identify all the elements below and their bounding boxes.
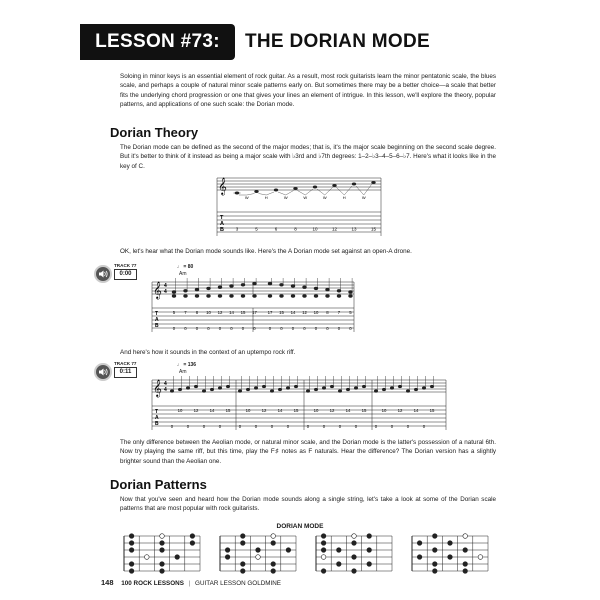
note-head (295, 385, 298, 387)
note-head (303, 286, 306, 288)
scale-dot (241, 562, 246, 567)
lesson-header (80, 24, 523, 60)
tab-number: 7 (337, 310, 341, 315)
fretboard-diagram (412, 534, 488, 574)
series-title: GUITAR LESSON GOLDMINE (195, 580, 282, 587)
scale-dot (241, 541, 246, 546)
scale-dot (271, 534, 276, 539)
note-head (268, 295, 271, 297)
track-time: 0:11 (114, 367, 137, 378)
scale-dot (337, 562, 342, 567)
scale-dot (160, 534, 165, 539)
tab-number: 14 (209, 408, 215, 413)
note-head (211, 388, 214, 390)
note-head (255, 387, 258, 389)
scale-dot (321, 541, 326, 546)
tab-number: 14 (277, 408, 283, 413)
tab-number: 0 (406, 424, 410, 429)
fretboard-diagram (316, 534, 392, 574)
note-head (363, 385, 366, 387)
lesson-title: THE DORIAN MODE (245, 31, 430, 52)
tab-number: 15 (240, 310, 246, 315)
aeolian-paragraph: The only difference between the Aeolian mode, or natural minor scale, and the Dorian mode is the latter's possession of a natural 6th. Now try playing the same riff, but this time, play the F♯ notes as F naturals. Hear the difference? The Dorian version has a slightly brighter sound than the Aeolian one. (120, 439, 496, 465)
note-head (291, 285, 294, 287)
tab-number: 0 (268, 326, 272, 331)
note-head (179, 388, 182, 390)
note-head (195, 288, 198, 290)
step-label: W (244, 195, 249, 200)
scale-dot (129, 541, 134, 546)
note-head (383, 388, 386, 390)
scale-dot (352, 534, 357, 539)
scale-dot (160, 569, 165, 574)
note-head (271, 390, 274, 392)
note-head (203, 390, 206, 392)
scale-dot (417, 555, 422, 560)
scale-dot (190, 534, 195, 539)
tab-number: 12 (329, 408, 335, 413)
svg-text:B: B (155, 323, 159, 329)
tab-number: 8 (294, 226, 297, 232)
riff-notation (150, 376, 450, 432)
scale-dot (225, 555, 230, 560)
tab-number: 0 (354, 424, 358, 429)
tab-number: 14 (413, 408, 419, 413)
svg-text:A: A (155, 317, 159, 323)
tab-number: 10 (245, 408, 251, 413)
step-label: W (322, 195, 327, 200)
note-head (184, 290, 187, 292)
note-head (423, 387, 426, 389)
scale-dot (352, 555, 357, 560)
note-head (332, 184, 336, 187)
note-head (339, 390, 342, 392)
scale-dot (256, 555, 261, 560)
note-head (171, 390, 174, 392)
note-head (314, 287, 317, 289)
note-head (172, 295, 175, 297)
note-head (431, 385, 434, 387)
tab-number: 0 (390, 424, 394, 429)
scale-dot (190, 541, 195, 546)
tab-number: 0 (238, 424, 242, 429)
tab-number: 0 (207, 326, 210, 331)
note-head (391, 387, 394, 389)
tab-number: 12 (217, 310, 223, 315)
step-label: W (361, 195, 366, 200)
tab-number: 0 (270, 424, 274, 429)
scale-dot (271, 562, 276, 567)
patterns-title: DORIAN MODE (276, 523, 324, 530)
scale-dot (160, 548, 165, 553)
note-head (263, 385, 266, 387)
scale-dot (463, 569, 468, 574)
tab-number: 10 (313, 310, 319, 315)
scale-dot (478, 555, 483, 560)
patterns-heading: Dorian Patterns (110, 477, 207, 492)
svg-text:T: T (155, 311, 159, 317)
tab-number: 15 (225, 408, 231, 413)
tab-number: 8 (195, 310, 199, 315)
step-label: H (264, 195, 268, 200)
tab-number: 5 (172, 310, 176, 315)
tab-number: 0 (218, 326, 222, 331)
note-head (218, 295, 221, 297)
note-head (399, 385, 402, 387)
note-head (207, 295, 210, 297)
tab-number: 0 (230, 326, 233, 331)
tab-number: 0 (170, 424, 174, 429)
note-head (207, 287, 210, 289)
scale-dot (463, 534, 468, 539)
footer-separator: | (188, 580, 191, 587)
note-head (407, 390, 410, 392)
note-head (230, 285, 233, 287)
tab-number: 10 (312, 226, 318, 232)
svg-text:A: A (220, 221, 224, 227)
page-footer (101, 578, 281, 587)
note-head (315, 388, 318, 390)
note-head (323, 387, 326, 389)
treble-clef-icon: 𝄞 (153, 379, 162, 397)
tab-number: 0 (314, 326, 318, 331)
tab-number: 8 (326, 310, 329, 315)
tab-number: 14 (229, 310, 234, 315)
tab-number: 0 (253, 326, 256, 331)
scale-dot (256, 548, 261, 553)
scale-dot (241, 569, 246, 574)
note-head (331, 385, 334, 387)
page-number: 148 (101, 578, 114, 587)
tab-number: 12 (261, 408, 267, 413)
tab-number: 0 (186, 424, 190, 429)
tab-number: 10 (177, 408, 183, 413)
note-head (375, 390, 378, 392)
note-head (355, 387, 358, 389)
scale-dot (129, 562, 134, 567)
dorian-pattern-diagrams (120, 532, 500, 576)
tab-number: 6 (274, 226, 278, 232)
tab-number: 5 (255, 226, 258, 232)
note-head (349, 291, 352, 293)
note-head (241, 284, 244, 286)
intro-paragraph: Soloing in minor keys is an essential element of rock guitar. As a result, most rock guitarists learn the minor pentatonic scale, the blues scale, and perhaps a couple of natural minor scale patterns early on. But sometimes there may be a better choice—a scale that better fits the underlying chord progression or one that gives your lines an element of intrigue. In this lesson, we'll explore the theory, popular patterns, and applications of one such scale: the Dorian mode. (120, 73, 496, 109)
note-head (227, 385, 230, 387)
note-head (218, 286, 221, 288)
tab-number: 0 (291, 326, 295, 331)
tab-number: 12 (331, 226, 338, 232)
tab-number: 0 (349, 326, 352, 331)
svg-text:4: 4 (164, 289, 167, 295)
tab-number: 0 (338, 424, 342, 429)
scale-dot (271, 541, 276, 546)
svg-text:T: T (155, 409, 159, 415)
scale-dot (433, 569, 438, 574)
scale-dot (241, 534, 246, 539)
scale-dot (321, 534, 326, 539)
tab-number: 0 (280, 326, 283, 331)
scale-dot (417, 541, 422, 546)
note-head (268, 282, 271, 284)
tab-number: 15 (361, 408, 367, 413)
scale-dot (448, 555, 453, 560)
scale-dot (129, 569, 134, 574)
scale-dot (367, 548, 372, 553)
note-head (293, 187, 297, 190)
lesson-number: LESSON #73: (95, 31, 220, 52)
book-title: 100 ROCK LESSONS (121, 580, 184, 587)
tab-number: 15 (429, 408, 435, 413)
note-head (347, 388, 350, 390)
patterns-paragraph: Now that you've seen and heard how the Dorian mode sounds along a single string, let's take a look at some of the Dorian scale patterns that are most popular with rock guitarists. (120, 496, 496, 513)
tab-number: 15 (370, 226, 377, 232)
note-head (195, 295, 198, 297)
note-head (415, 388, 418, 390)
step-label: H (342, 195, 346, 200)
scale-dot (367, 534, 372, 539)
note-head (279, 388, 282, 390)
note-head (195, 385, 198, 387)
tempo-marking: ♩ = 80 (177, 264, 194, 270)
tab-number: 7 (184, 310, 187, 315)
scale-dot (352, 569, 357, 574)
tab-number: 0 (322, 424, 326, 429)
scale-dot (433, 562, 438, 567)
note-head (274, 189, 278, 192)
speaker-icon (98, 367, 108, 377)
note-head (307, 390, 310, 392)
riff-paragraph: And here's how it sounds in the context of an uptempo rock riff. (120, 349, 296, 356)
svg-text:B: B (220, 227, 224, 233)
tab-number: 0 (195, 326, 199, 331)
scale-dot (286, 548, 291, 553)
c-dorian-notation (215, 174, 385, 238)
scale-dot (367, 562, 372, 567)
theory-paragraph: The Dorian mode can be defined as the second of the major modes; that is, it's the major scale beginning on the second scale degree. But it's better to think of it instead as being a major scale with ♭3rd and ♭7th degrees: 1–2–♭3–4–5–6–♭7. Here's what it looks like in the key of C. (120, 144, 496, 170)
tab-number: 10 (313, 408, 319, 413)
svg-text:B: B (155, 421, 159, 427)
tab-number: 0 (374, 424, 378, 429)
scale-dot (448, 541, 453, 546)
tab-number: 17 (252, 310, 257, 315)
scale-dot (433, 534, 438, 539)
note-head (326, 288, 329, 290)
scale-dot (321, 548, 326, 553)
note-head (184, 295, 187, 297)
fretboard-diagram (220, 534, 296, 574)
tab-number: 0 (202, 424, 206, 429)
note-head (326, 295, 329, 297)
tab-number: 0 (286, 424, 290, 429)
svg-text:4: 4 (164, 283, 167, 289)
note-head (287, 387, 290, 389)
tab-number: 10 (381, 408, 387, 413)
note-head (230, 295, 233, 297)
tab-number: 15 (293, 408, 299, 413)
treble-clef-icon: 𝄞 (153, 281, 162, 299)
tab-number: 12 (397, 408, 403, 413)
fretboard-diagram (124, 534, 200, 574)
svg-text:4: 4 (164, 381, 167, 387)
speaker-icon (98, 269, 108, 279)
tempo-marking: ♩ = 136 (177, 362, 197, 368)
chord-symbol: Am (179, 369, 187, 375)
scale-dot (271, 569, 276, 574)
tab-number: 0 (254, 424, 258, 429)
treble-clef-icon: 𝄞 (218, 177, 227, 195)
note-head (253, 282, 256, 284)
svg-text:T: T (220, 215, 224, 221)
drone-paragraph: OK, let's hear what the Dorian mode sounds like. Here's the A Dorian mode set against an open-A drone. (120, 248, 412, 255)
note-head (172, 291, 175, 293)
tab-number: 14 (290, 310, 296, 315)
scale-dot (160, 541, 165, 546)
tab-number: 15 (279, 310, 284, 315)
tab-number: 3 (235, 226, 239, 232)
theory-heading: Dorian Theory (110, 125, 199, 140)
scale-dot (160, 562, 165, 567)
tab-number: 12 (302, 310, 307, 315)
tab-number: 0 (326, 326, 329, 331)
scale-dot (352, 541, 357, 546)
scale-dot (463, 548, 468, 553)
scale-dot (145, 555, 150, 560)
tab-number: 0 (422, 424, 426, 429)
track-time: 0:00 (114, 269, 137, 280)
tab-number: 0 (303, 326, 306, 331)
scale-dot (175, 555, 180, 560)
note-head (280, 284, 283, 286)
note-head (291, 295, 294, 297)
scale-dot (129, 548, 134, 553)
note-head (303, 295, 306, 297)
tab-number: 0 (184, 326, 187, 331)
tab-number: 0 (241, 326, 245, 331)
scale-dot (463, 562, 468, 567)
note-head (313, 186, 317, 189)
tab-number: 17 (267, 310, 273, 315)
scale-dot (129, 534, 134, 539)
tab-number: 0 (337, 326, 341, 331)
drone-notation (150, 278, 356, 334)
note-head (247, 388, 250, 390)
tab-number: 0 (218, 424, 222, 429)
note-head (187, 387, 190, 389)
note-head (239, 390, 242, 392)
scale-dot (225, 548, 230, 553)
note-head (241, 295, 244, 297)
tab-number: 10 (206, 310, 211, 315)
svg-text:4: 4 (164, 387, 167, 393)
note-head (371, 181, 375, 184)
note-head (337, 290, 340, 292)
note-head (352, 183, 356, 186)
svg-text:A: A (155, 415, 159, 421)
step-label: W (283, 195, 288, 200)
scale-dot (337, 548, 342, 553)
track-label: TRACK 77 (114, 361, 137, 366)
scale-dot (321, 555, 326, 560)
note-head (314, 295, 317, 297)
note-head (254, 190, 258, 193)
scale-dot (433, 548, 438, 553)
note-head (219, 387, 222, 389)
note-head (253, 295, 256, 297)
note-head (337, 295, 340, 297)
note-head (349, 295, 352, 297)
scale-dot (321, 569, 326, 574)
tab-number: 0 (172, 326, 176, 331)
step-label: W (303, 195, 308, 200)
track-label: TRACK 77 (114, 263, 137, 268)
tab-number: 13 (351, 226, 357, 232)
tab-number: 0 (306, 424, 310, 429)
tab-number: 12 (193, 408, 199, 413)
tab-number: 5 (349, 310, 352, 315)
note-head (280, 295, 283, 297)
chord-symbol: Am (179, 271, 187, 277)
tab-number: 14 (345, 408, 351, 413)
